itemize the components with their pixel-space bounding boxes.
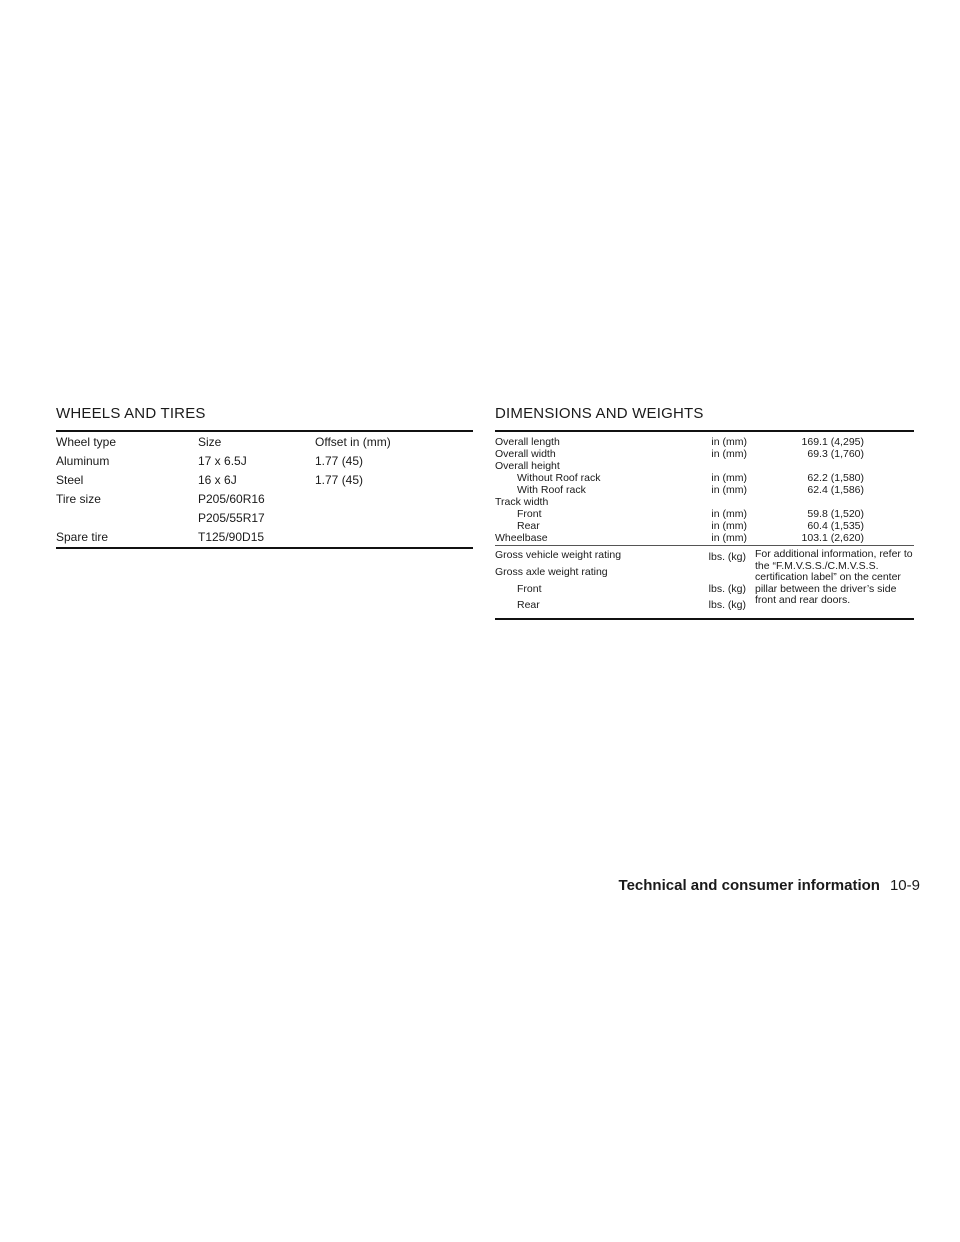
wheels-table-top-rule bbox=[56, 430, 473, 432]
axle-rear-label: Rear bbox=[517, 599, 540, 611]
dimension-label: Front bbox=[517, 508, 542, 520]
size-cell: 17 x 6.5J bbox=[198, 454, 247, 468]
size-cell: P205/55R17 bbox=[198, 511, 265, 525]
table-row bbox=[495, 448, 913, 460]
size-cell: T125/90D15 bbox=[198, 530, 265, 544]
gross-vehicle-weight-unit: lbs. (kg) bbox=[708, 551, 746, 563]
dimension-label: Track width bbox=[495, 496, 549, 508]
dimension-unit: in (mm) bbox=[711, 472, 747, 484]
dimension-value: 62.2 (1,580) bbox=[807, 472, 864, 484]
table-row bbox=[495, 508, 913, 520]
table-row bbox=[56, 492, 472, 511]
table-row bbox=[495, 520, 913, 532]
wheel-type-cell: Steel bbox=[56, 473, 84, 487]
dimension-value: 169.1 (4,295) bbox=[801, 436, 864, 448]
axle-front-unit: lbs. (kg) bbox=[708, 583, 746, 595]
dimension-label: Without Roof rack bbox=[517, 472, 601, 484]
wheel-type-cell: Spare tire bbox=[56, 530, 109, 544]
wheels-tires-title: WHEELS AND TIRES bbox=[56, 405, 206, 422]
table-row bbox=[495, 460, 913, 472]
table-row bbox=[56, 473, 472, 492]
table-row bbox=[56, 511, 472, 530]
dimensions-table-top-rule bbox=[495, 430, 914, 432]
table-row bbox=[495, 484, 913, 496]
dimension-unit: in (mm) bbox=[711, 520, 747, 532]
header-size: Size bbox=[198, 435, 222, 449]
dimension-value: 60.4 (1,535) bbox=[807, 520, 864, 532]
dimension-unit: in (mm) bbox=[711, 508, 747, 520]
dimension-unit: in (mm) bbox=[711, 448, 747, 460]
wheel-type-cell: Aluminum bbox=[56, 454, 110, 468]
dimension-value: 59.8 (1,520) bbox=[807, 508, 864, 520]
dimension-label: Rear bbox=[517, 520, 540, 532]
page-number: 10-9 bbox=[889, 877, 920, 894]
dimension-value: 69.3 (1,760) bbox=[807, 448, 864, 460]
axle-rear-unit: lbs. (kg) bbox=[708, 599, 746, 611]
wheel-type-cell: Tire size bbox=[56, 492, 101, 506]
wheels-table-header bbox=[56, 435, 472, 454]
page-footer bbox=[580, 877, 920, 894]
dimension-label: Overall length bbox=[495, 436, 560, 448]
table-row bbox=[56, 454, 472, 473]
dimension-unit: in (mm) bbox=[711, 436, 747, 448]
size-cell: P205/60R16 bbox=[198, 492, 265, 506]
dimension-value: 62.4 (1,586) bbox=[807, 484, 864, 496]
table-row bbox=[495, 436, 913, 448]
dimension-unit: in (mm) bbox=[711, 532, 747, 544]
header-wheel-type: Wheel type bbox=[56, 435, 117, 449]
dimension-value: 103.1 (2,620) bbox=[801, 532, 864, 544]
gross-vehicle-weight-label: Gross vehicle weight rating bbox=[495, 549, 622, 561]
table-row bbox=[495, 472, 913, 484]
dimension-label: With Roof rack bbox=[517, 484, 586, 496]
table-row bbox=[495, 532, 913, 544]
weight-rating-note: For additional information, refer to the “F.M.V.S.S./C.M.V.S.S. certification label” on the center pillar between the driver’s side front and rear doors. bbox=[755, 548, 913, 607]
dimension-unit: in (mm) bbox=[711, 484, 747, 496]
table-row bbox=[495, 496, 913, 508]
dimension-label: Wheelbase bbox=[495, 532, 548, 544]
dimensions-table-bottom-rule bbox=[495, 618, 914, 620]
offset-cell: 1.77 (45) bbox=[315, 473, 364, 487]
chapter-title: Technical and consumer information bbox=[618, 877, 880, 894]
header-offset: Offset in (mm) bbox=[315, 435, 391, 449]
axle-front-label: Front bbox=[517, 583, 542, 595]
wheels-table-bottom-rule bbox=[56, 547, 473, 549]
dimension-label: Overall height bbox=[495, 460, 560, 472]
dimensions-weights-title: DIMENSIONS AND WEIGHTS bbox=[495, 405, 704, 422]
gross-axle-weight-label: Gross axle weight rating bbox=[495, 566, 608, 578]
dimension-label: Overall width bbox=[495, 448, 556, 460]
size-cell: 16 x 6J bbox=[198, 473, 237, 487]
offset-cell: 1.77 (45) bbox=[315, 454, 364, 468]
dimensions-divider bbox=[495, 545, 914, 546]
